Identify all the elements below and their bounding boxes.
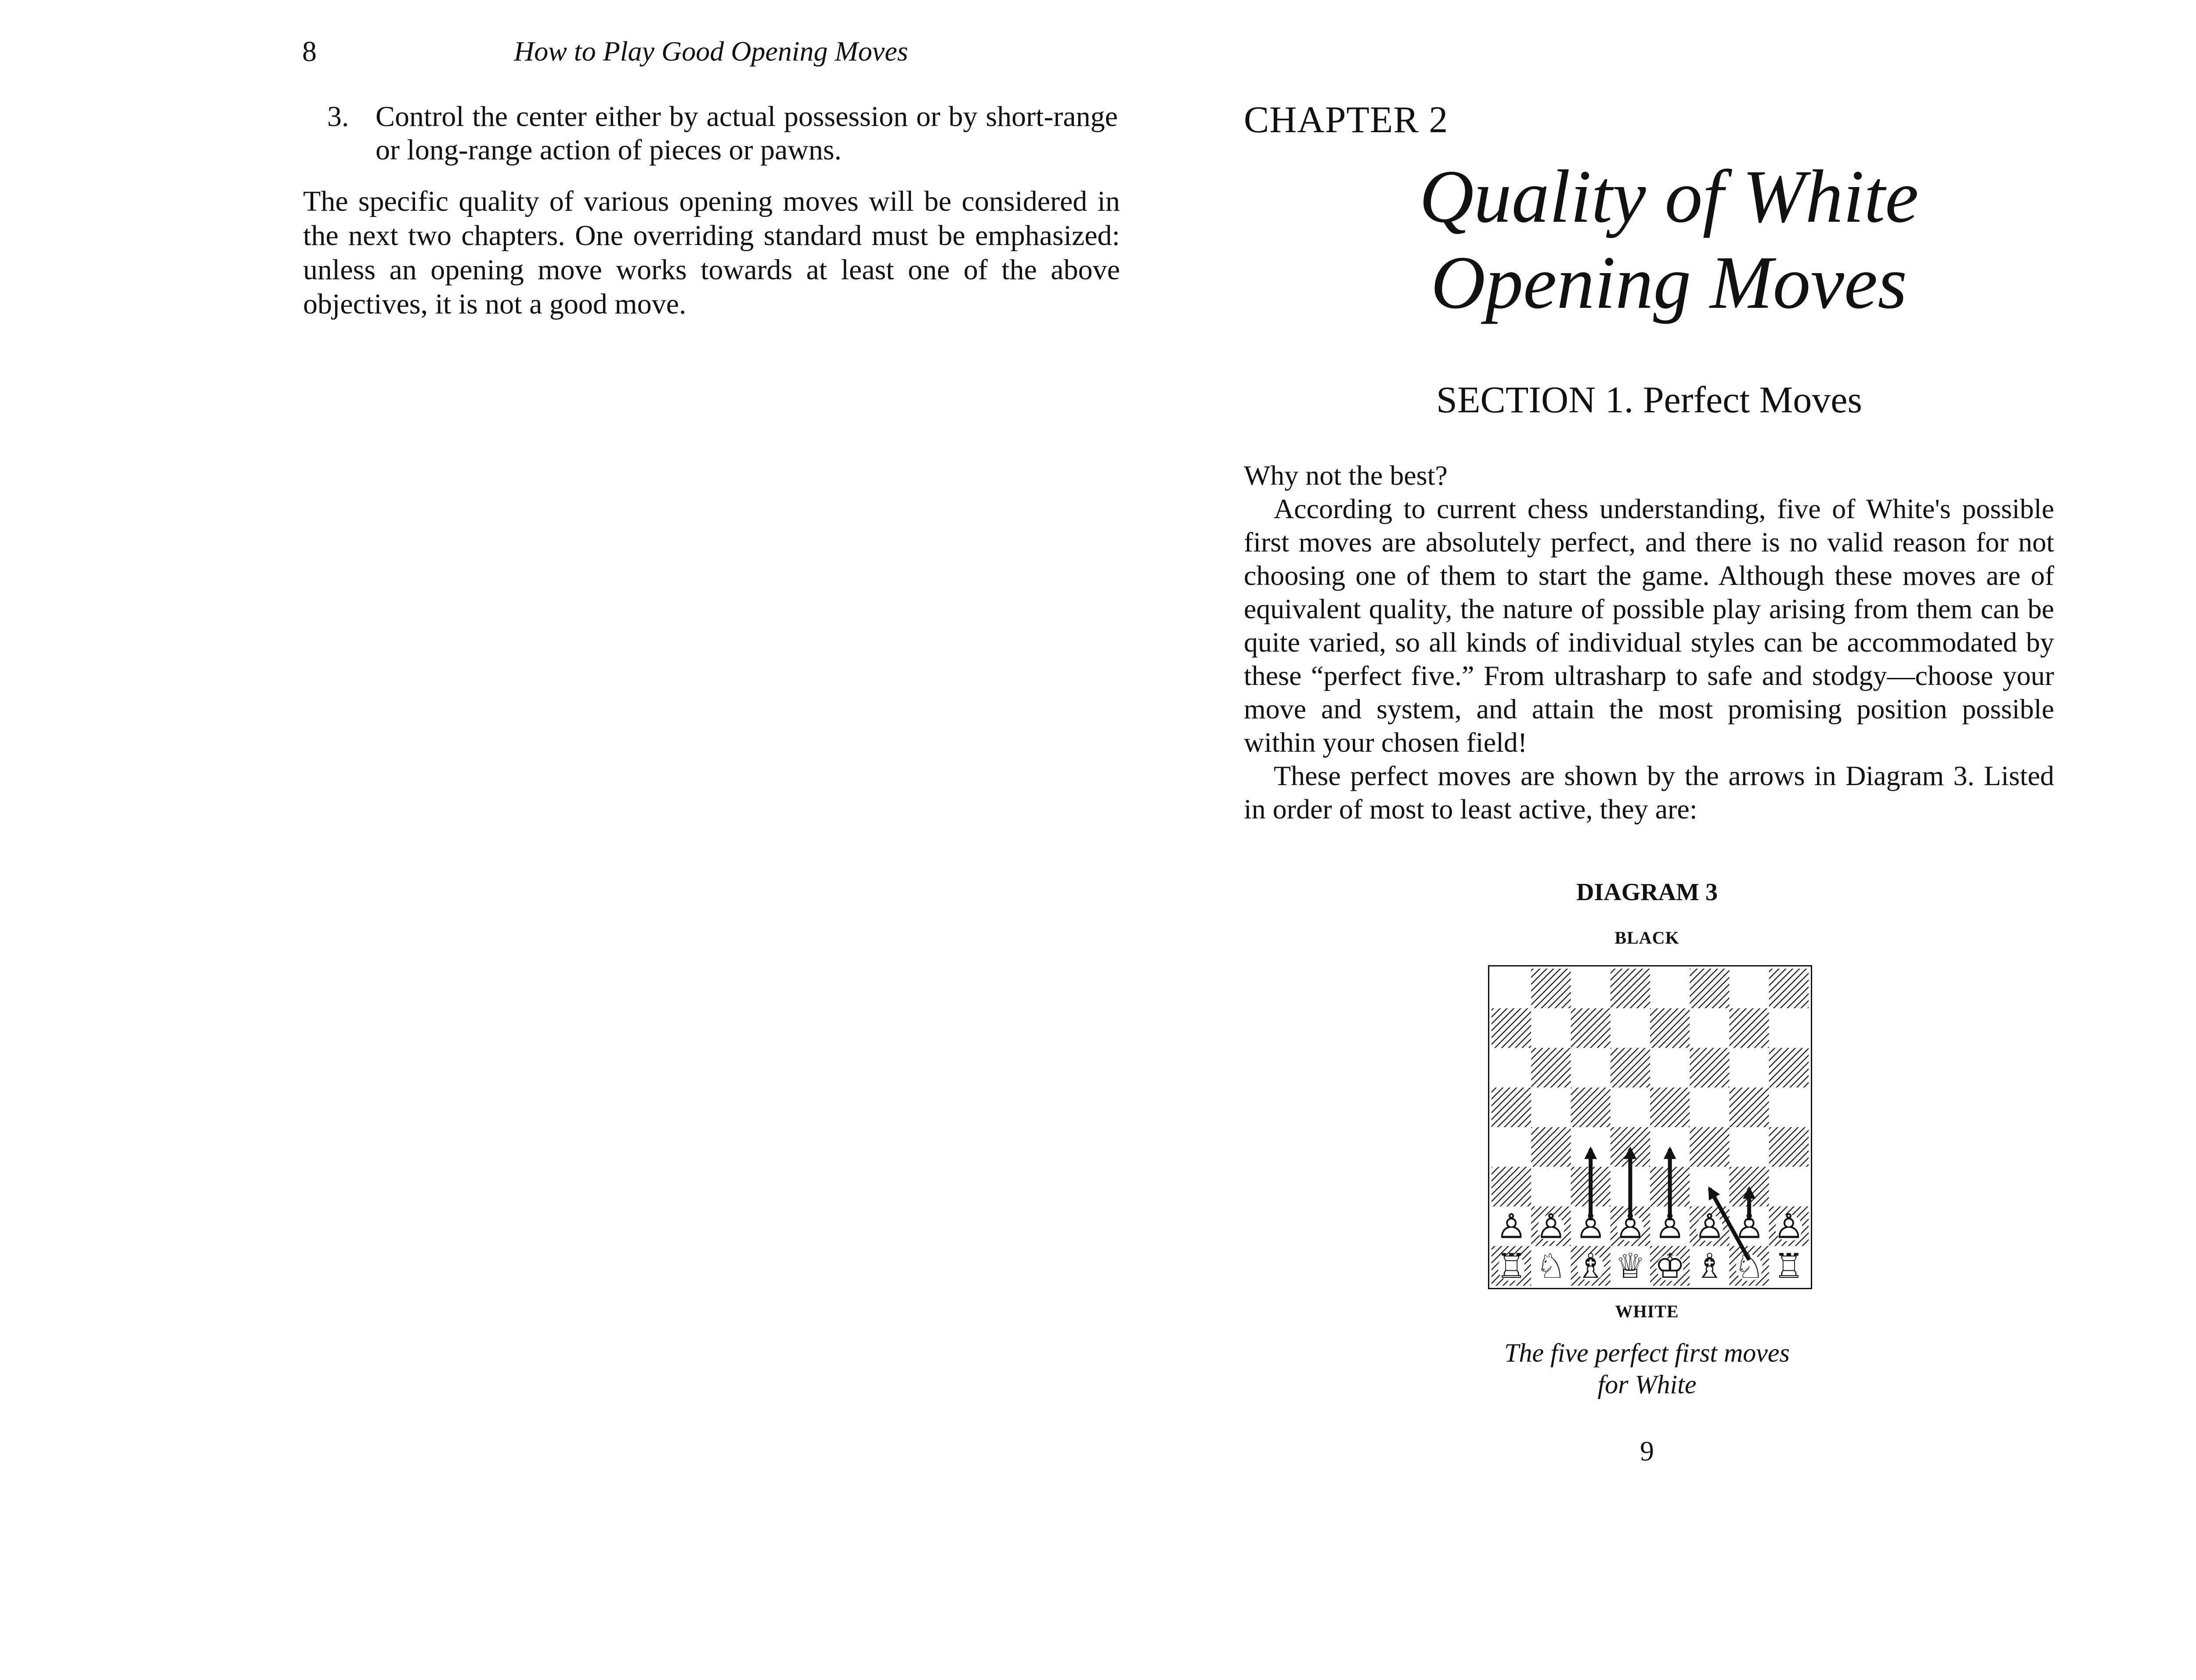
page-number-right: 9 <box>1640 1435 1654 1467</box>
light-square <box>1730 1127 1769 1167</box>
list-item-text: Control the center either by actual possession or by short-range or long-range action of pieces or pawns. <box>376 101 1118 166</box>
white-pawn-icon: ♙ <box>1496 1207 1527 1247</box>
white-piece-icon: ♘ <box>1535 1246 1567 1286</box>
white-pawn-icon: ♙ <box>1615 1207 1646 1247</box>
diagram-caption <box>1449 1337 1845 1400</box>
white-piece-icon: ♗ <box>1694 1246 1725 1286</box>
light-square <box>1611 1008 1650 1048</box>
light-square <box>1492 1048 1531 1088</box>
question-line: Why not the best? <box>1244 460 1448 491</box>
chapter-title-line-1: Quality of White <box>1419 155 1919 238</box>
dark-square <box>1611 1048 1650 1088</box>
dark-square <box>1611 969 1650 1008</box>
dark-square <box>1650 1008 1690 1048</box>
light-square <box>1531 1008 1571 1048</box>
dark-square <box>1730 1088 1769 1127</box>
section-title: SECTION 1. Perfect Moves <box>1436 379 1862 421</box>
light-square <box>1690 1167 1729 1206</box>
light-square <box>1492 1127 1531 1167</box>
dark-square <box>1531 1048 1571 1088</box>
light-square <box>1611 1088 1650 1127</box>
dark-square <box>1492 1088 1531 1127</box>
light-square <box>1690 1088 1729 1127</box>
dark-square <box>1571 1088 1611 1127</box>
white-piece-icon: ♔ <box>1654 1246 1685 1286</box>
light-square <box>1492 969 1531 1008</box>
light-square <box>1531 1088 1571 1127</box>
chapter-label: CHAPTER 2 <box>1244 98 1448 141</box>
dark-square <box>1730 1008 1769 1048</box>
white-piece-icon: ♕ <box>1615 1246 1646 1286</box>
page-number-left: 8 <box>302 36 317 68</box>
dark-square <box>1531 1127 1571 1167</box>
body-paragraph-left: The specific quality of various opening moves will be considered in the next two chapters. One overriding standard must be emphasized: unless an opening move works towards at least one of the above objectives, it is not a good move. <box>303 185 1120 320</box>
body-paragraph: According to current chess understanding, five of White's possible first moves are absolutely perfect, and there is no valid reason for not choosing one of them to start the game. Although these moves are of equivalent quality, the nature of possible play arising from them can be quite varied, so all kinds of individual styles can be accommodated by these “perfect five.” From ultrasharp to safe and stodgy—choose your move and system, and attain the most promising position possible within your chosen field! <box>1244 493 2054 758</box>
light-square <box>1769 1088 1809 1127</box>
chess-board-diagram <box>1488 965 1812 1289</box>
white-side-label: WHITE <box>1615 1301 1679 1321</box>
light-square <box>1531 1167 1571 1206</box>
dark-square <box>1492 1167 1531 1206</box>
caption-line-1: The five perfect first moves <box>1504 1338 1790 1367</box>
white-piece-icon: ♘ <box>1734 1246 1765 1286</box>
caption-line-2: for White <box>1597 1370 1697 1399</box>
light-square <box>1730 969 1769 1008</box>
white-piece-icon: ♖ <box>1773 1246 1804 1286</box>
black-side-label: BLACK <box>1614 928 1680 948</box>
light-square <box>1650 969 1690 1008</box>
dark-square <box>1690 969 1729 1008</box>
dark-square <box>1650 1088 1690 1127</box>
chapter-title <box>1318 154 2020 326</box>
white-pawn-icon: ♙ <box>1694 1207 1725 1247</box>
dark-square <box>1492 1008 1531 1048</box>
list-item-number: 3. <box>327 101 349 133</box>
light-square <box>1571 1048 1611 1088</box>
dark-square <box>1769 969 1809 1008</box>
white-piece-icon: ♖ <box>1496 1246 1527 1286</box>
light-square <box>1650 1048 1690 1088</box>
light-square <box>1769 1008 1809 1048</box>
running-title: How to Play Good Opening Moves <box>514 36 908 67</box>
white-pawn-icon: ♙ <box>1535 1207 1567 1247</box>
diagram-title: DIAGRAM 3 <box>1576 879 1718 906</box>
body-text-right <box>1244 459 2054 826</box>
light-square <box>1769 1167 1809 1206</box>
white-pawn-icon: ♙ <box>1734 1207 1765 1247</box>
dark-square <box>1690 1127 1729 1167</box>
dark-square <box>1531 969 1571 1008</box>
dark-square <box>1690 1048 1729 1088</box>
body-paragraph: These perfect moves are shown by the arrows in Diagram 3. Listed in order of most to least active, they are: <box>1244 760 2054 825</box>
white-pawn-icon: ♙ <box>1575 1207 1606 1247</box>
white-pawn-icon: ♙ <box>1773 1207 1804 1247</box>
chapter-title-line-2: Opening Moves <box>1430 241 1907 324</box>
white-piece-icon: ♗ <box>1575 1246 1606 1286</box>
white-pawn-icon: ♙ <box>1654 1207 1685 1247</box>
dark-square <box>1769 1048 1809 1088</box>
light-square <box>1730 1048 1769 1088</box>
dark-square <box>1571 1008 1611 1048</box>
dark-square <box>1769 1127 1809 1167</box>
light-square <box>1571 969 1611 1008</box>
light-square <box>1690 1008 1729 1048</box>
